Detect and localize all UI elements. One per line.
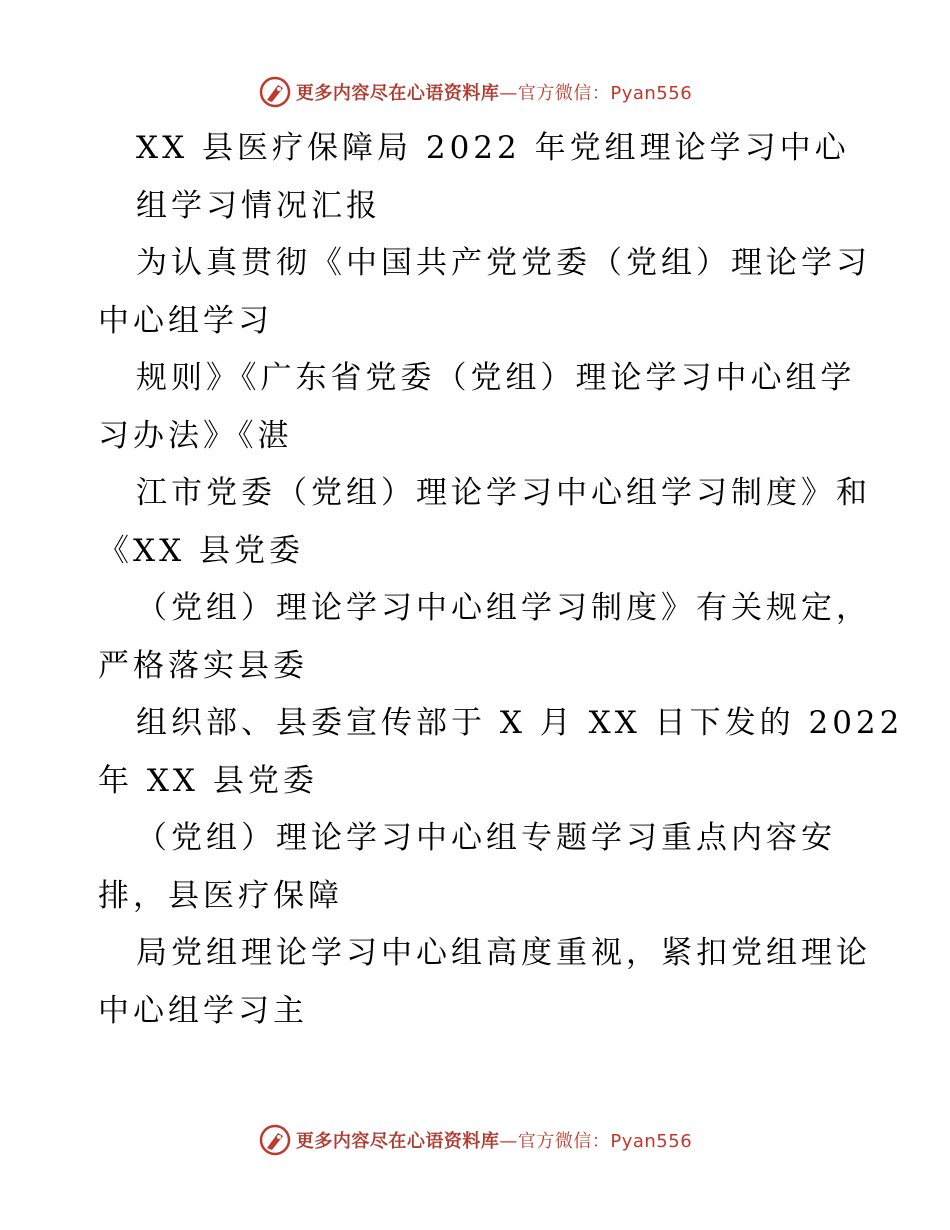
footer-separator: — bbox=[499, 1131, 518, 1152]
footer-banner-text bbox=[296, 1127, 692, 1153]
paragraph-line: （党组）理论学习中心组学习制度》有关规定， bbox=[136, 590, 871, 626]
paragraph-line: 规则》《广东省党委（党组）理论学习中心组学 bbox=[136, 360, 856, 396]
paragraph-line: 严格落实县委 bbox=[98, 647, 308, 684]
paragraph-line: 中心组学习主 bbox=[98, 992, 308, 1029]
paragraph-line: 排，县医疗保障 bbox=[98, 877, 343, 914]
footer-brand-text: 更多内容尽在心语资料库 bbox=[295, 1131, 500, 1152]
header-wechat-id: Pyan556 bbox=[610, 83, 693, 104]
paragraph-line: （党组）理论学习中心组专题学习重点内容安 bbox=[136, 820, 836, 856]
header-brand-text: 更多内容尽在心语资料库 bbox=[295, 83, 500, 104]
title-line-2: 组学习情况汇报 bbox=[136, 187, 381, 224]
header-separator: — bbox=[499, 83, 518, 104]
paragraph-line: 为认真贯彻《中国共产党党委（党组）理论学习 bbox=[136, 245, 871, 281]
footer-official-text: 官方微信： bbox=[517, 1131, 611, 1152]
footer-wechat-id: Pyan556 bbox=[610, 1131, 693, 1152]
paragraph-line: 习办法》《湛 bbox=[98, 417, 293, 454]
paragraph-line: 局党组理论学习中心组高度重视，紧扣党组理论 bbox=[136, 935, 871, 971]
paragraph-line: 组织部、县委宣传部于 X 月 XX 日下发的 2022 bbox=[136, 705, 904, 741]
header-banner-text bbox=[296, 79, 692, 105]
pen-nib-logo-icon bbox=[258, 75, 292, 109]
document-body bbox=[98, 120, 904, 1040]
footer-banner bbox=[0, 1120, 950, 1160]
paragraph-line: 江市党委（党组）理论学习中心组学习制度》和 bbox=[136, 475, 871, 511]
paragraph-line: 中心组学习 bbox=[98, 302, 273, 339]
header-banner bbox=[0, 72, 950, 112]
header-official-text: 官方微信： bbox=[517, 83, 611, 104]
title-line-1: XX 县医疗保障局 2022 年党组理论学习中心 bbox=[136, 130, 850, 166]
pen-nib-logo-icon bbox=[258, 1123, 292, 1157]
paragraph-line: 年 XX 县党委 bbox=[98, 762, 318, 799]
paragraph-line: 《XX 县党委 bbox=[98, 532, 304, 569]
